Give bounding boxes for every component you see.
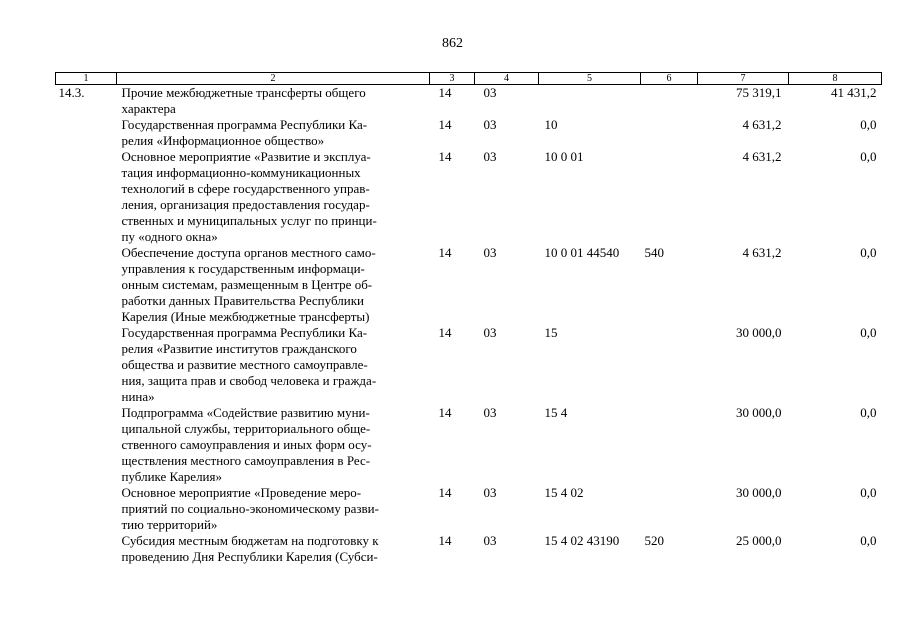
row-number-cell	[56, 533, 117, 565]
row-number-cell	[56, 325, 117, 405]
section-code-cell: 14	[438, 325, 452, 340]
expense-type-cell	[641, 405, 698, 485]
subsection-code-cell: 03	[483, 245, 497, 260]
page-number: 862	[442, 36, 463, 51]
amount-col8-cell: 41 431,2	[831, 85, 877, 100]
table-row	[56, 149, 882, 245]
expense-type-cell: 520	[644, 533, 664, 548]
description-cell	[117, 533, 430, 565]
table-row	[56, 485, 882, 533]
description-line: технологий в сфере государственного управ-	[121, 181, 370, 196]
expense-type-cell	[641, 149, 698, 245]
column-header: 6	[641, 73, 698, 85]
subsection-code-cell: 03	[483, 85, 497, 100]
description-line: ления, организация предоставления государ-	[121, 197, 370, 212]
description-line: Подпрограмма «Содействие развитию муни-	[121, 405, 370, 420]
description-line: характера	[121, 101, 176, 116]
description-line: Карелия (Иные межбюджетные трансферты)	[121, 309, 370, 324]
description-cell	[117, 325, 430, 405]
description-line: Обеспечение доступа органов местного само-	[121, 245, 376, 260]
subsection-code-cell: 03	[483, 325, 497, 340]
row-number-cell: 14.3.	[58, 85, 85, 100]
table-row	[56, 533, 882, 565]
subsection-code-cell: 03	[483, 117, 497, 132]
expense-type-cell	[641, 85, 698, 118]
row-number-cell	[56, 117, 117, 149]
amount-col8-cell: 0,0	[860, 117, 877, 132]
description-line: управления к государственным информаци-	[121, 261, 365, 276]
column-header: 2	[117, 73, 430, 85]
amount-col8-cell: 0,0	[860, 149, 877, 164]
section-code-cell: 14	[438, 245, 452, 260]
section-code-cell: 14	[438, 117, 452, 132]
section-code-cell: 14	[438, 85, 452, 100]
section-code-cell: 14	[438, 485, 452, 500]
amount-col7-cell: 4 631,2	[742, 149, 782, 164]
row-number-cell	[56, 245, 117, 325]
description-line: релия «Информационное общество»	[121, 133, 325, 148]
amount-col8-cell: 0,0	[860, 405, 877, 420]
amount-col7-cell: 4 631,2	[742, 245, 782, 260]
description-line: приятий по социально-экономическому разви-	[121, 501, 379, 516]
target-article-cell: 15 4	[544, 405, 568, 420]
amount-col8-cell: 0,0	[860, 485, 877, 500]
subsection-code-cell: 03	[483, 485, 497, 500]
description-line: ществления местного самоуправления в Рес-	[121, 453, 371, 468]
column-header: 5	[539, 73, 641, 85]
description-line: общества и развитие местного самоуправле-	[121, 357, 368, 372]
amount-col8-cell: 0,0	[860, 245, 877, 260]
column-header: 3	[430, 73, 475, 85]
description-line: Субсидия местным бюджетам на подготовку к	[121, 533, 379, 548]
description-line: работки данных Правительства Республики	[121, 293, 364, 308]
target-article-cell: 15	[544, 325, 558, 340]
table-row	[56, 117, 882, 149]
description-line: Прочие межбюджетные трансферты общего	[121, 85, 366, 100]
subsection-code-cell: 03	[483, 533, 497, 548]
description-line: ния, защита прав и свобод человека и гражда-	[121, 373, 377, 388]
description-line: публике Карелия»	[121, 469, 222, 484]
amount-col7-cell: 75 319,1	[736, 85, 782, 100]
amount-col7-cell: 30 000,0	[736, 405, 782, 420]
expense-type-cell	[641, 485, 698, 533]
target-article-cell: 10 0 01	[544, 149, 584, 164]
table-row	[56, 245, 882, 325]
description-cell	[117, 117, 430, 149]
description-line: Основное мероприятие «Развитие и эксплуа-	[121, 149, 371, 164]
row-number-cell	[56, 405, 117, 485]
description-line: онным системам, размещенным в Центре об-	[121, 277, 373, 292]
description-line: Государственная программа Республики Ка-	[121, 325, 368, 340]
expense-type-cell	[641, 117, 698, 149]
description-line: тию территорий»	[121, 517, 218, 532]
target-article-cell: 15 4 02 43190	[544, 533, 620, 548]
target-article-cell: 10 0 01 44540	[544, 245, 620, 260]
expense-type-cell: 540	[644, 245, 664, 260]
description-cell	[117, 85, 430, 118]
target-article-cell: 10	[544, 117, 558, 132]
column-header: 7	[698, 73, 789, 85]
amount-col7-cell: 30 000,0	[736, 485, 782, 500]
description-line: пу «одного окна»	[121, 229, 218, 244]
section-code-cell: 14	[438, 405, 452, 420]
amount-col7-cell: 30 000,0	[736, 325, 782, 340]
description-line: ципальной службы, территориального обще-	[121, 421, 371, 436]
column-header: 1	[56, 73, 117, 85]
description-line: ственных и муниципальных услуг по принци-	[121, 213, 377, 228]
description-line: тация информационно-коммуникационных	[121, 165, 361, 180]
budget-table	[55, 72, 882, 565]
target-article-cell	[539, 85, 641, 118]
description-line: проведению Дня Республики Карелия (Субси-	[121, 549, 378, 564]
section-code-cell: 14	[438, 533, 452, 548]
column-header: 4	[475, 73, 539, 85]
subsection-code-cell: 03	[483, 405, 497, 420]
description-line: Государственная программа Республики Ка-	[121, 117, 368, 132]
description-line: релия «Развитие институтов гражданского	[121, 341, 357, 356]
description-cell	[117, 149, 430, 245]
table-body	[56, 85, 882, 566]
section-code-cell: 14	[438, 149, 452, 164]
description-cell	[117, 405, 430, 485]
column-number-header-row	[56, 73, 882, 85]
description-line: ственного самоуправления и иных форм осу-	[121, 437, 372, 452]
description-line: нина»	[121, 389, 155, 404]
row-number-cell	[56, 149, 117, 245]
expense-type-cell	[641, 325, 698, 405]
description-cell	[117, 245, 430, 325]
table-row	[56, 325, 882, 405]
description-cell	[117, 485, 430, 533]
amount-col7-cell: 4 631,2	[742, 117, 782, 132]
subsection-code-cell: 03	[483, 149, 497, 164]
column-header: 8	[789, 73, 882, 85]
table-row	[56, 85, 882, 118]
target-article-cell: 15 4 02	[544, 485, 584, 500]
amount-col8-cell: 0,0	[860, 325, 877, 340]
description-line: Основное мероприятие «Проведение меро-	[121, 485, 362, 500]
amount-col8-cell: 0,0	[860, 533, 877, 548]
row-number-cell	[56, 485, 117, 533]
amount-col7-cell: 25 000,0	[736, 533, 782, 548]
table-row	[56, 405, 882, 485]
